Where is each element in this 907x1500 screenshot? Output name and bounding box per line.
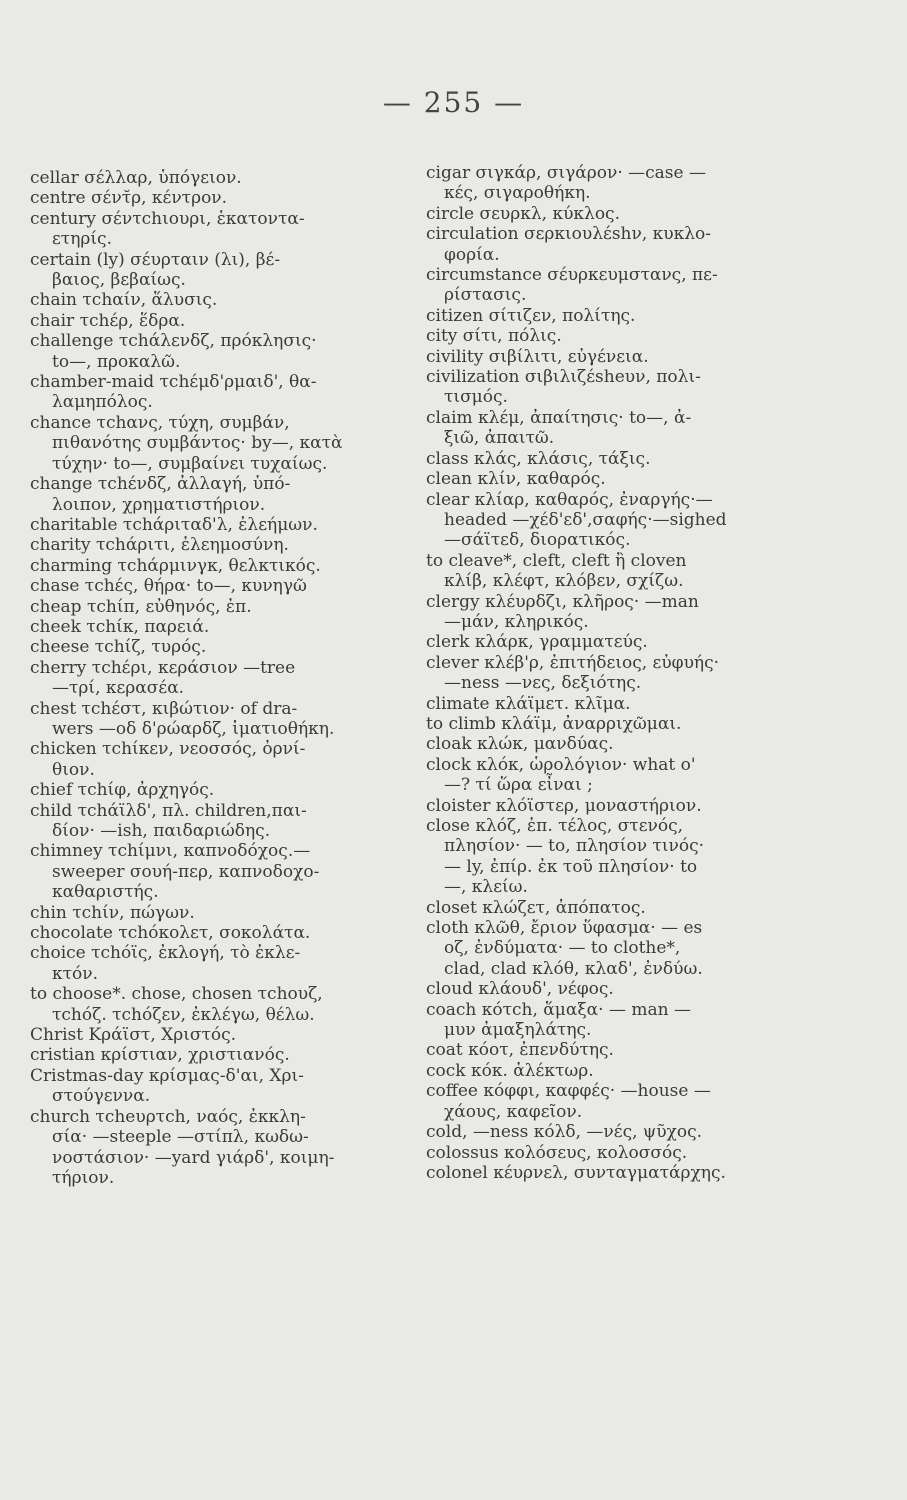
- entry-line: πλησίον· — to, πλησίον τινός·: [444, 836, 704, 857]
- entry-line: cheese τchίζ, τυρός.: [30, 637, 207, 658]
- dictionary-entry: [4, 780, 409, 800]
- dictionary-entry: [402, 449, 802, 469]
- dictionary-entry: [4, 556, 409, 576]
- entry-line: coffee κόφφι, καφφές· —house —: [426, 1081, 711, 1102]
- dictionary-entry: [402, 918, 802, 979]
- dictionary-entry: [402, 204, 802, 224]
- dictionary-entry: [4, 1025, 409, 1045]
- entry-line: cristian κρίστιαν, χριστιανός.: [30, 1045, 290, 1066]
- entry-line: clear κλίαρ, καθαρός, ἐναργής·—: [426, 489, 713, 510]
- entry-line: clock κλόκ, ὡρολόγιον· what o': [426, 754, 696, 775]
- dictionary-entry: [402, 816, 802, 898]
- dictionary-entry: [402, 898, 802, 918]
- dictionary-entry: [402, 469, 802, 489]
- entry-line: ετηρίς.: [52, 229, 112, 250]
- dictionary-entry: [402, 979, 802, 999]
- dictionary-entry: [4, 372, 409, 413]
- dictionary-entry: [402, 714, 802, 734]
- dictionary-entry: [4, 637, 409, 657]
- entry-line: οζ, ἐνδύματα· — to clothe*,: [444, 938, 681, 959]
- entry-line: charming τchάρμινγκ, θελκτικός.: [30, 555, 321, 576]
- entry-line: σία· —steeple —στίπλ, κωδω-: [52, 1127, 309, 1148]
- dictionary-entry: [4, 739, 409, 780]
- entry-line: clever κλέβ'ρ, ἐπιτήδειος, εὐφυής·: [426, 652, 720, 673]
- dictionary-entry: [402, 1143, 802, 1163]
- dictionary-entry: [402, 1000, 802, 1041]
- dictionary-entry: [4, 515, 409, 535]
- dictionary-entry: [402, 306, 802, 326]
- entry-line: sweeper σουή-περ, καπνοδοχο-: [52, 861, 320, 882]
- entry-line: cold, —ness κόλδ, —νές, ψῦχος.: [426, 1122, 703, 1143]
- dictionary-entry: [4, 617, 409, 637]
- dictionary-entry: [402, 1081, 802, 1122]
- entry-line: certain (ly) σέυρταιν (λι), βέ-: [30, 249, 281, 270]
- entry-line: clergy κλέυρδζι, κλῆρος· —man: [426, 591, 699, 612]
- entry-line: child τchάϊλδ', πλ. children,παι-: [30, 800, 307, 821]
- dictionary-entry: [402, 1122, 802, 1142]
- entry-line: charity τchάριτι, ἐλεημοσύνη.: [30, 535, 289, 556]
- entry-line: τισμός.: [444, 387, 508, 408]
- entry-line: Cristmas-day κρίσμας-δ'αι, Χρι-: [30, 1065, 304, 1086]
- entry-line: τύχην· to—, συμβαίνει τυχαίως.: [52, 453, 328, 474]
- dictionary-entry: [402, 734, 802, 754]
- entry-line: centre σέντ̆ρ, κέντρον.: [30, 188, 228, 209]
- entry-line: πιθανότης συμβάντος· by—, κατὰ: [52, 433, 343, 454]
- entry-line: to cleave*, cleft, cleft ἢ cloven: [426, 550, 687, 571]
- dictionary-entry: [402, 755, 802, 796]
- entry-line: chimney τchίμνι, καπνοδόχος.—: [30, 841, 311, 862]
- entry-line: chance τchανς, τύχη, συμβάν,: [30, 412, 290, 433]
- entry-line: — ly, ἐπίρ. ἐκ τοῦ πλησίον· to: [444, 856, 698, 877]
- entry-line: chamber-maid τchέμδ'ρμαιδ', θα-: [30, 372, 317, 393]
- entry-line: circulation σερκιουλέshν, κυκλο-: [426, 224, 711, 245]
- dictionary-entry: [402, 653, 802, 694]
- dictionary-entry: [402, 490, 802, 551]
- dictionary-entry: [402, 694, 802, 714]
- entry-line: —τρί, κερασέα.: [52, 678, 185, 699]
- dictionary-entry: [4, 188, 409, 208]
- entry-line: wers —οδ δ'ρώαρδζ, ἱματιοθήκη.: [52, 718, 335, 739]
- entry-line: church τcheυρτch, ναός, ἐκκλη-: [30, 1106, 306, 1127]
- entry-line: —μάν, κληρικός.: [444, 611, 589, 632]
- dictionary-entry: [402, 632, 802, 652]
- entry-line: climate κλάϊμετ. κλῖμα.: [426, 693, 631, 714]
- entry-line: Christ Κράϊστ, Χριστός.: [30, 1025, 237, 1046]
- entry-line: cloister κλόϊστερ, μοναστήριον.: [426, 795, 702, 816]
- dictionary-entry: [402, 592, 802, 633]
- entry-line: χάους, καφεῖον.: [444, 1101, 583, 1122]
- dictionary-entry: [4, 474, 409, 515]
- entry-line: coat κόοτ, ἐπενδύτης.: [426, 1040, 614, 1061]
- entry-line: circle σευρκλ, κύκλος.: [426, 203, 620, 224]
- entry-line: cherry τchέρι, κεράσιον —tree: [30, 657, 296, 678]
- dictionary-entry: [4, 1107, 409, 1189]
- entry-line: καθαριστής.: [52, 882, 159, 903]
- page-number: — 255 —: [382, 86, 525, 119]
- entry-line: τchόζ. τchόζεν, ἐκλέγω, θέλω.: [52, 1004, 315, 1025]
- entry-line: cheap τchίπ, εὐθηνός, ἐπ.: [30, 596, 252, 617]
- dictionary-entry: [4, 331, 409, 372]
- entry-line: citizen σίτιζεν, πολίτης.: [426, 305, 636, 326]
- entry-line: chicken τchίκεν, νεοσσός, ὀρνί-: [30, 739, 306, 760]
- dictionary-entry: [4, 168, 409, 188]
- dictionary-entry: [4, 209, 409, 250]
- dictionary-entry: [402, 347, 802, 367]
- entry-line: μυν ἀμαξηλάτης.: [444, 1020, 592, 1041]
- dictionary-entry: [402, 265, 802, 306]
- entry-line: century σέντchιουρι, ἑκατοντα-: [30, 208, 305, 229]
- entry-line: clerk κλάρκ, γραμματεύς.: [426, 632, 648, 653]
- entry-line: λαμηπόλος.: [52, 392, 153, 413]
- entry-line: ρίστασις.: [444, 285, 527, 306]
- entry-line: coach κότch, ἅμαξα· — man —: [426, 999, 691, 1020]
- dictionary-entry: [4, 413, 409, 474]
- entry-line: circumstance σέυρκευμστανς, πε-: [426, 265, 718, 286]
- dictionary-entry: [4, 597, 409, 617]
- entry-line: κές, σιγαροθήκη.: [444, 183, 591, 204]
- entry-line: cloth κλῶθ, ἔριον ὕφασμα· — es: [426, 918, 703, 939]
- entry-line: claim κλέμ, ἀπαίτησις· to—, ἀ-: [426, 407, 692, 428]
- dictionary-entry: [4, 903, 409, 923]
- dictionary-entry: [4, 984, 409, 1025]
- dictionary-entry: [4, 923, 409, 943]
- dictionary-entry: [4, 311, 409, 331]
- entry-line: —? τί ὥρα εἶναι ;: [444, 775, 593, 796]
- dictionary-entry: [4, 801, 409, 842]
- entry-line: clad, clad κλόθ, κλαδ', ἐνδύω.: [444, 958, 703, 979]
- entry-line: to choose*. chose, chosen τchουζ,: [30, 984, 323, 1005]
- entry-line: στούγεννα.: [52, 1086, 151, 1107]
- entry-line: cock κόκ. ἀλέκτωρ.: [426, 1060, 594, 1081]
- entry-line: νοστάσιον· —yard γιάρδ', κοιμη-: [52, 1147, 335, 1168]
- entry-line: civilization σιβιλιζέsheυν, πολι-: [426, 367, 701, 388]
- entry-line: challenge τchάλενδζ, πρόκλησις·: [30, 331, 317, 352]
- entry-line: cellar σέλλαρ, ὑπόγειον.: [30, 168, 242, 188]
- dictionary-entry: [402, 224, 802, 265]
- entry-line: κτόν.: [52, 963, 99, 984]
- entry-line: chief τchίφ, ἀρχηγός.: [30, 780, 215, 801]
- entry-line: close κλόζ, ἐπ. τέλος, στενός,: [426, 816, 684, 836]
- entry-line: chin τchίν, πώγων.: [30, 902, 195, 923]
- dictionary-entry: [402, 551, 802, 592]
- dictionary-entry: [4, 658, 409, 699]
- entry-line: headed —χέδ'εδ',σαφής·—sighed: [444, 509, 727, 530]
- entry-line: λοιπον, χρηματιστήριον.: [52, 494, 266, 515]
- entry-line: change τchένδζ, ἀλλαγή, ὑπό-: [30, 474, 291, 495]
- dictionary-entry: [402, 1040, 802, 1060]
- dictionary-entry: [4, 535, 409, 555]
- right-column: [402, 163, 802, 1183]
- entry-line: cheek τchίκ, παρειά.: [30, 616, 210, 637]
- dictionary-entry: [4, 1066, 409, 1107]
- entry-line: —, κλείω.: [444, 877, 528, 898]
- entry-line: chair τchέρ, ἕδρα.: [30, 310, 186, 331]
- entry-line: cloak κλώκ, μανδύας.: [426, 734, 614, 755]
- entry-line: θιον.: [52, 759, 95, 780]
- entry-line: colonel κέυρνελ, συνταγματάρχης.: [426, 1162, 726, 1183]
- dictionary-entry: [402, 163, 802, 204]
- left-column: [4, 168, 409, 1188]
- entry-line: δίον· —ish, παιδαριώδης.: [52, 821, 271, 841]
- dictionary-entry: [402, 1061, 802, 1081]
- entry-line: βαιος, βεβαίως.: [52, 270, 186, 291]
- dictionary-entry: [4, 841, 409, 902]
- entry-line: —ness —νες, δεξιότης.: [444, 673, 642, 694]
- dictionary-entry: [4, 250, 409, 291]
- entry-line: clean κλίν, καθαρός.: [426, 469, 606, 490]
- dictionary-entry: [4, 943, 409, 984]
- dictionary-entry: [4, 576, 409, 596]
- entry-line: to climb κλάϊμ, ἀναρριχῶμαι.: [426, 713, 682, 734]
- entry-line: chain τchαίν, ἅλυσις.: [30, 290, 218, 311]
- entry-line: colossus κολόσευς, κολοσσός.: [426, 1142, 688, 1163]
- entry-line: chocolate τchόκολετ, σοκολάτα.: [30, 923, 311, 944]
- entry-line: cloud κλάουδ', νέφος.: [426, 979, 614, 1000]
- dictionary-entry: [402, 326, 802, 346]
- entry-line: ξιῶ, ἀπαιτῶ.: [444, 428, 555, 449]
- dictionary-entry: [4, 1045, 409, 1065]
- entry-line: choice τchόϊς, ἐκλογή, τὸ ἐκλε-: [30, 943, 301, 964]
- entry-line: φορία.: [444, 244, 500, 265]
- entry-line: to—, προκαλῶ.: [52, 351, 181, 372]
- dictionary-entry: [4, 699, 409, 740]
- dictionary-entry: [402, 1163, 802, 1183]
- entry-line: κλίβ, κλέφτ, κλόβεν, σχίζω.: [444, 571, 684, 592]
- entry-line: city σίτι, πόλις.: [426, 326, 562, 347]
- dictionary-entry: [402, 367, 802, 408]
- entry-line: closet κλώζετ, ἀπόπατος.: [426, 897, 646, 918]
- dictionary-entry: [4, 290, 409, 310]
- dictionary-entry: [402, 796, 802, 816]
- entry-line: τήριον.: [52, 1167, 115, 1188]
- entry-line: charitable τchάριταδ'λ, ἐλεήμων.: [30, 514, 318, 535]
- entry-line: chase τchές, θήρα· to—, κυνηγῶ: [30, 576, 307, 597]
- dictionary-entry: [402, 408, 802, 449]
- entry-line: chest τchέστ, κιβώτιον· of dra-: [30, 698, 298, 719]
- entry-line: class κλάς, κλάσις, τάξις.: [426, 448, 651, 469]
- entry-line: civility σιβίλιτι, εὐγένεια.: [426, 346, 649, 367]
- entry-line: cigar σιγκάρ, σιγάρον· —case —: [426, 163, 706, 183]
- entry-line: —σάϊτεδ, διορατικός.: [444, 530, 631, 551]
